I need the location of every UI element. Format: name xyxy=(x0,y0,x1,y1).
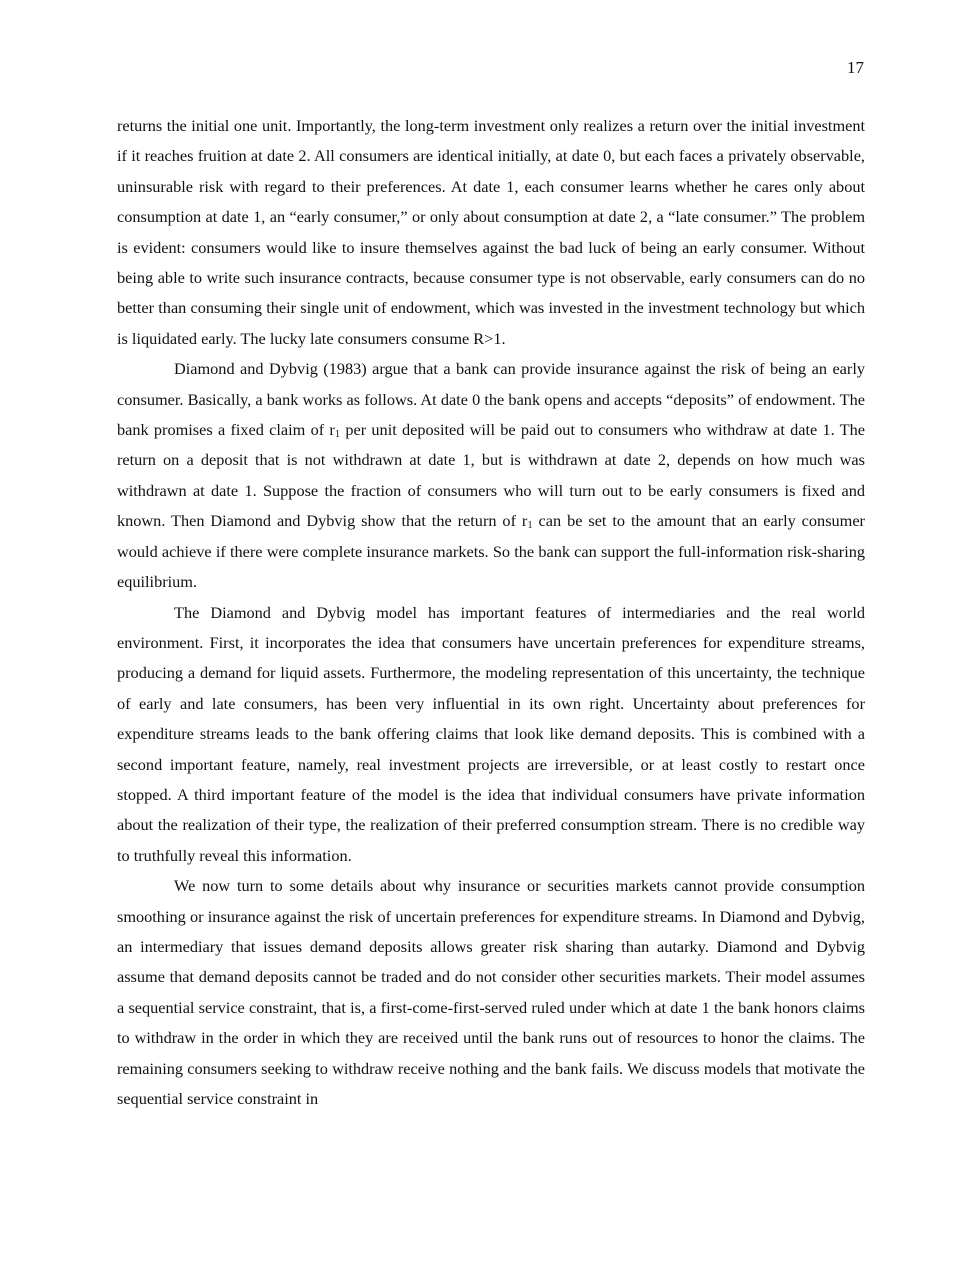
paragraph-4 xyxy=(117,871,865,1114)
page-number: 17 xyxy=(847,58,864,77)
paragraph-2 xyxy=(117,354,865,597)
text-run: Diamond and Dybvig (1983) argue that a bank can provide insurance against the risk of being an early consumer. Basically, a bank works as follows. At date 0 the bank opens and accepts “deposits” of endowment. The bank promises a fixed claim of r xyxy=(117,359,865,440)
text-run: The Diamond and Dybvig model has important features of intermediaries and the real world environment. First, it incorporates the idea that consumers have uncertain preferences for expenditure streams, producing a demand for liquid assets. Furthermore, the modeling representation of this uncertainty, the technique of early and late consumers, has been very influential in its own right. Uncertainty about preferences for expenditure streams leads to the bank offering claims that look like demand deposits. This is combined with a second important feature, namely, real investment projects are irreversible, or at least costly to restart once stopped. A third important feature of the model is the idea that individual consumers have private information about the realization of their type, the realization of their preferred consumption stream. There is no credible way to truthfully reveal this information. xyxy=(117,602,865,865)
subscript: 1 xyxy=(527,520,533,532)
text-run: We now turn to some details about why insurance or securities markets cannot provide consumption smoothing or insurance against the risk of uncertain preferences for expenditure streams. In Diamond and Dybvig, an intermediary that issues demand deposits allows greater risk sharing than autarky. Diamond and Dybvig assume that demand deposits cannot be traded and do not consider other securities markets. Their model assumes a sequential service constraint, that is, a first-come-first-served ruled under which at date 1 the bank honors claims to withdraw in the order in which they are received until the bank runs out of resources to honor the claims. The remaining consumers seeking to withdraw receive nothing and the bank fails. We discuss models that motivate the sequential service constraint in xyxy=(117,876,865,1108)
text-run: can be set to the amount that an early consumer would achieve if there were complete insurance markets. So the bank can support the full-information risk-sharing equilibrium. xyxy=(117,511,865,592)
body-text xyxy=(117,111,865,1114)
subscript: 1 xyxy=(334,429,341,441)
text-run: returns the initial one unit. Importantly, the long-term investment only realizes a return over the initial investment if it reaches fruition at date 2. All consumers are identical initially, at date 0, but each faces a privately observable, uninsurable risk with regard to their preferences. At date 1, each consumer learns whether he cares only about consumption at date 1, an “early consumer,” or only about consumption at date 2, a “late consumer.” The problem is evident: consumers would like to insure themselves against the bad luck of being an early consumer. Without being able to write such insurance contracts, because consumer type is not observable, early consumers can do no better than consuming their single unit of endowment, which was invested in the investment technology but which is liquidated early. The lucky late consumers consume R>1. xyxy=(117,116,865,348)
text-run: per unit deposited will be paid out to consumers who withdraw at date 1. The return on a deposit that is not withdrawn at date 1, but is withdrawn at date 2, depends on how much was withdrawn at date 1. Suppose the fraction of consumers who will turn out to be early consumers is fixed and known. Then Diamond and Dybvig show that the return of r xyxy=(117,420,865,531)
paragraph-1 xyxy=(117,111,865,354)
paragraph-3 xyxy=(117,598,865,872)
